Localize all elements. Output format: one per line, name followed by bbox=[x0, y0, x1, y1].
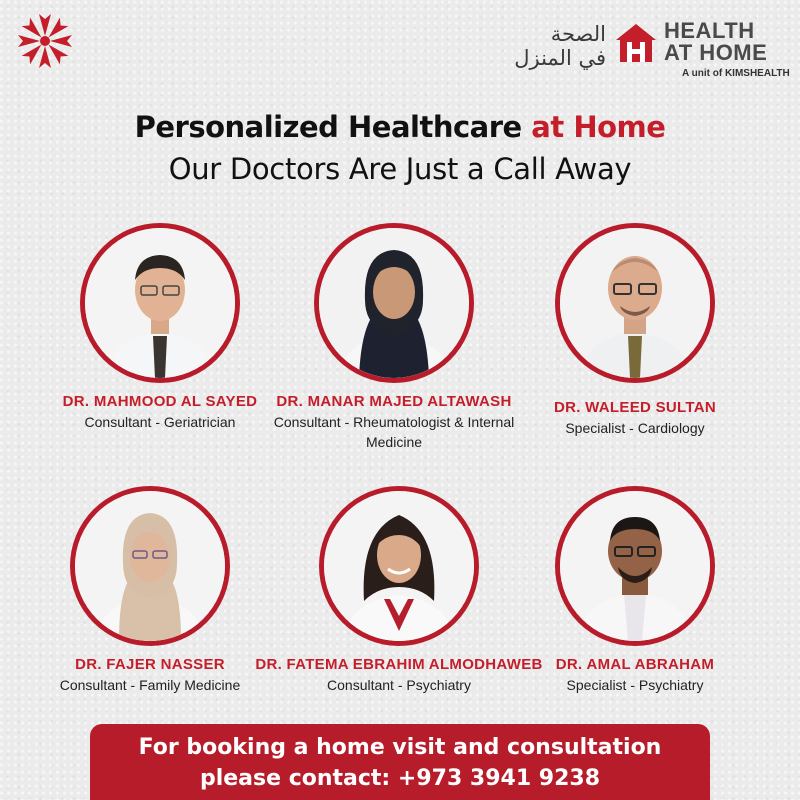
doctor-name: DR. FATEMA EBRAHIM ALMODHAWEB bbox=[255, 656, 543, 673]
doctor-photo bbox=[324, 491, 474, 641]
doctor-name: DR. MANAR MAJED ALTAWASH bbox=[276, 393, 512, 410]
booking-contact-banner bbox=[90, 724, 710, 800]
doctor-photo-frame bbox=[319, 486, 479, 646]
cta-contact-line: please contact: +973 3941 9238 bbox=[199, 766, 601, 791]
brand-name: HEALTH AT HOME bbox=[664, 18, 768, 65]
doctor-role: Consultant - Family Medicine bbox=[59, 677, 241, 693]
brand-unit-text: A unit of KIMSHEALTH bbox=[682, 68, 790, 79]
doctor-role: Consultant - Geriatrician bbox=[84, 414, 236, 430]
doctor-role: Consultant - Psychiatry bbox=[327, 677, 471, 693]
doctor-card bbox=[269, 223, 519, 452]
doctor-card bbox=[510, 223, 760, 438]
doctor-photo-frame bbox=[314, 223, 474, 383]
brand-block bbox=[496, 18, 796, 82]
doctor-photo bbox=[75, 491, 225, 641]
doctor-card bbox=[510, 486, 760, 695]
house-logo-icon bbox=[614, 22, 658, 64]
doctor-name: DR. WALEED SULTAN bbox=[553, 399, 717, 416]
doctor-name: DR. MAHMOOD AL SAYED bbox=[62, 393, 258, 410]
kims-emblem-icon bbox=[14, 10, 76, 72]
doctor-photo bbox=[85, 228, 235, 378]
doctor-photo bbox=[560, 491, 710, 641]
doctor-name: DR. FAJER NASSER bbox=[75, 656, 225, 673]
doctor-photo-frame bbox=[80, 223, 240, 383]
doctor-photo bbox=[319, 228, 469, 378]
doctor-photo bbox=[560, 228, 710, 378]
brand-arabic-name: الصحة في المنزل bbox=[514, 22, 606, 70]
doctor-role: Specialist - Cardiology bbox=[565, 420, 705, 436]
doctor-name: DR. AMAL ABRAHAM bbox=[555, 656, 715, 673]
doctor-photo-frame bbox=[70, 486, 230, 646]
doctor-card bbox=[20, 486, 280, 695]
doctor-photo-frame bbox=[555, 223, 715, 383]
doctor-card bbox=[254, 486, 544, 695]
page-title: Personalized Healthcare at Home bbox=[134, 110, 666, 144]
cta-line-1: For booking a home visit and consultation bbox=[138, 735, 662, 760]
doctor-card bbox=[35, 223, 285, 432]
doctor-role: Consultant - Rheumatologist & Internal Medicine bbox=[273, 414, 515, 450]
doctor-photo-frame bbox=[555, 486, 715, 646]
doctor-role: Specialist - Psychiatry bbox=[566, 677, 704, 693]
page-subtitle: Our Doctors Are Just a Call Away bbox=[168, 152, 632, 186]
